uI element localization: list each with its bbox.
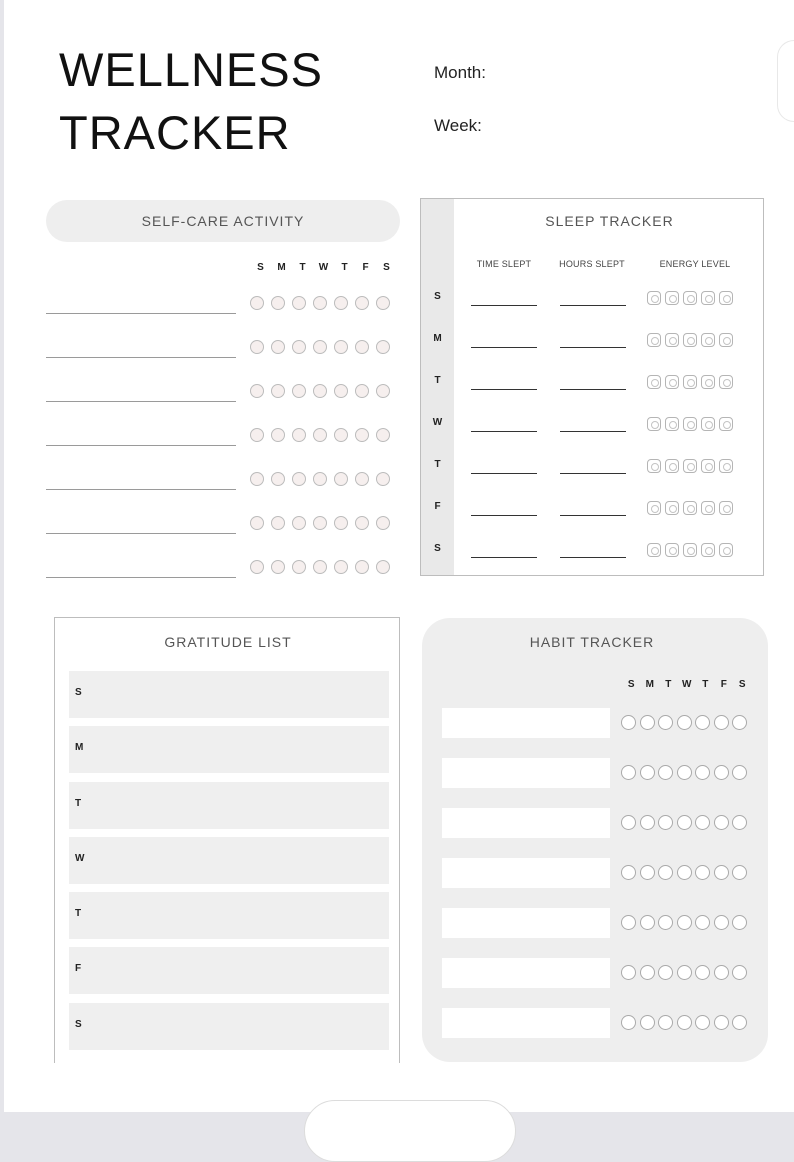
- day-checkbox[interactable]: [714, 1015, 729, 1030]
- sleep-tracker-heading: SLEEP TRACKER: [545, 213, 674, 229]
- day-checkbox[interactable]: [355, 472, 369, 486]
- habit-row: [442, 758, 762, 788]
- sleep-row: [421, 459, 765, 479]
- day-checkbox[interactable]: [292, 296, 306, 310]
- day-checkbox[interactable]: [271, 340, 285, 354]
- face-icon[interactable]: [719, 375, 733, 389]
- gratitude-list: [54, 617, 400, 1063]
- gratitude-heading: GRATITUDE LIST: [164, 634, 292, 650]
- day-checkbox[interactable]: [376, 428, 390, 442]
- day-checkbox[interactable]: [621, 715, 636, 730]
- sleep-row: [421, 291, 765, 311]
- day-checkbox[interactable]: [677, 965, 692, 980]
- self-care-day-header: [250, 262, 397, 273]
- day-checkbox[interactable]: [714, 815, 729, 830]
- day-checkbox[interactable]: [732, 715, 747, 730]
- energy-level-icons: [647, 333, 737, 347]
- day-checkbox[interactable]: [313, 428, 327, 442]
- sleep-row: [421, 333, 765, 353]
- time-slept-line[interactable]: [471, 347, 537, 348]
- habit-day-header: [622, 679, 752, 690]
- day-checkbox[interactable]: [677, 765, 692, 780]
- face-icon[interactable]: [719, 333, 733, 347]
- gratitude-day-label: S: [75, 687, 82, 698]
- day-checkbox[interactable]: [621, 965, 636, 980]
- day-checkboxes: [250, 384, 397, 398]
- day-checkbox[interactable]: [292, 472, 306, 486]
- day-checkbox[interactable]: [640, 765, 655, 780]
- day-checkboxes: [250, 472, 397, 486]
- habit-row: [442, 908, 762, 938]
- hours-slept-line[interactable]: [560, 473, 626, 474]
- habit-row: [442, 858, 762, 888]
- habit-row: [442, 1008, 762, 1038]
- gratitude-day-label: T: [75, 908, 82, 919]
- face-icon[interactable]: [719, 291, 733, 305]
- face-icon[interactable]: [665, 417, 679, 431]
- face-icon[interactable]: [683, 375, 697, 389]
- day-checkbox[interactable]: [658, 915, 673, 930]
- hours-slept-line[interactable]: [560, 389, 626, 390]
- day-checkbox[interactable]: [658, 815, 673, 830]
- sleep-row: [421, 543, 765, 563]
- day-checkbox[interactable]: [621, 1015, 636, 1030]
- day-checkbox[interactable]: [677, 865, 692, 880]
- day-checkbox[interactable]: [313, 560, 327, 574]
- day-checkbox[interactable]: [621, 765, 636, 780]
- sleep-day-label: W: [432, 417, 443, 428]
- energy-level-icons: [647, 459, 737, 473]
- sleep-day-label: M: [433, 333, 442, 344]
- hours-slept-line[interactable]: [560, 305, 626, 306]
- face-icon[interactable]: [647, 543, 661, 557]
- energy-level-icons: [647, 375, 737, 389]
- day-checkbox[interactable]: [732, 965, 747, 980]
- day-checkbox[interactable]: [292, 384, 306, 398]
- face-icon[interactable]: [683, 291, 697, 305]
- day-checkbox[interactable]: [250, 472, 264, 486]
- day-label: S: [383, 262, 390, 273]
- face-icon[interactable]: [647, 459, 661, 473]
- day-label: T: [665, 679, 672, 690]
- habit-row: [442, 808, 762, 838]
- hours-slept-line[interactable]: [560, 557, 626, 558]
- face-icon[interactable]: [647, 375, 661, 389]
- time-slept-line[interactable]: [471, 305, 537, 306]
- day-checkbox[interactable]: [376, 296, 390, 310]
- day-checkbox[interactable]: [250, 340, 264, 354]
- day-checkbox[interactable]: [313, 516, 327, 530]
- self-care-heading: SELF-CARE ACTIVITY: [141, 213, 305, 229]
- day-checkboxes: [621, 715, 751, 730]
- day-checkbox[interactable]: [334, 428, 348, 442]
- day-label: S: [738, 679, 746, 690]
- gratitude-entry[interactable]: [69, 947, 389, 994]
- gratitude-day-label: W: [75, 853, 85, 864]
- gratitude-day-label: S: [75, 1019, 82, 1030]
- face-icon[interactable]: [701, 333, 715, 347]
- face-icon[interactable]: [647, 333, 661, 347]
- habit-row: [442, 708, 762, 738]
- self-care-row: [46, 384, 396, 404]
- energy-level-icons: [647, 543, 737, 557]
- face-icon[interactable]: [647, 501, 661, 515]
- day-label: S: [257, 262, 264, 273]
- day-checkboxes: [621, 765, 751, 780]
- sleep-day-label: T: [434, 459, 441, 470]
- activity-write-line[interactable]: [46, 489, 236, 490]
- face-icon[interactable]: [701, 375, 715, 389]
- page-title: [59, 38, 323, 164]
- sleep-row: [421, 375, 765, 395]
- day-checkbox[interactable]: [355, 296, 369, 310]
- self-care-row: [46, 516, 396, 536]
- habit-name-field[interactable]: [442, 758, 610, 788]
- day-checkbox[interactable]: [695, 915, 710, 930]
- day-checkbox[interactable]: [355, 516, 369, 530]
- face-icon[interactable]: [647, 291, 661, 305]
- day-checkbox[interactable]: [334, 340, 348, 354]
- day-checkbox[interactable]: [640, 965, 655, 980]
- day-checkbox[interactable]: [695, 715, 710, 730]
- day-checkbox[interactable]: [250, 296, 264, 310]
- day-checkbox[interactable]: [732, 765, 747, 780]
- day-checkbox[interactable]: [292, 340, 306, 354]
- day-checkbox[interactable]: [250, 516, 264, 530]
- day-checkbox[interactable]: [292, 428, 306, 442]
- day-checkboxes: [250, 560, 397, 574]
- day-checkbox[interactable]: [355, 340, 369, 354]
- sleep-row: [421, 417, 765, 437]
- day-label: S: [627, 679, 635, 690]
- day-checkbox[interactable]: [695, 765, 710, 780]
- activity-write-line[interactable]: [46, 577, 236, 578]
- sleep-row: [421, 501, 765, 521]
- gratitude-entry[interactable]: [69, 892, 389, 939]
- day-checkbox[interactable]: [334, 516, 348, 530]
- hours-slept-line[interactable]: [560, 347, 626, 348]
- day-checkbox[interactable]: [732, 1015, 747, 1030]
- day-checkbox[interactable]: [334, 384, 348, 398]
- face-icon[interactable]: [701, 543, 715, 557]
- day-checkbox[interactable]: [658, 865, 673, 880]
- face-icon[interactable]: [665, 459, 679, 473]
- face-icon[interactable]: [683, 501, 697, 515]
- gratitude-entry[interactable]: [69, 671, 389, 718]
- day-checkbox[interactable]: [355, 428, 369, 442]
- day-checkbox[interactable]: [250, 428, 264, 442]
- face-icon[interactable]: [665, 291, 679, 305]
- day-label: M: [277, 262, 286, 273]
- face-icon[interactable]: [701, 291, 715, 305]
- day-checkbox[interactable]: [621, 915, 636, 930]
- habit-name-field[interactable]: [442, 708, 610, 738]
- sleep-day-label: F: [434, 501, 441, 512]
- face-icon[interactable]: [665, 375, 679, 389]
- day-checkbox[interactable]: [677, 1015, 692, 1030]
- day-checkbox[interactable]: [271, 428, 285, 442]
- page-edge-tab: [777, 40, 794, 122]
- self-care-row: [46, 428, 396, 448]
- day-checkbox[interactable]: [714, 715, 729, 730]
- day-checkbox[interactable]: [271, 560, 285, 574]
- day-checkbox[interactable]: [271, 516, 285, 530]
- day-checkbox[interactable]: [714, 865, 729, 880]
- gratitude-entry[interactable]: [69, 782, 389, 829]
- day-checkbox[interactable]: [292, 560, 306, 574]
- habit-name-field[interactable]: [442, 958, 610, 988]
- day-checkbox[interactable]: [695, 1015, 710, 1030]
- habit-name-field[interactable]: [442, 808, 610, 838]
- col-energy-level: ENERGY LEVEL: [659, 259, 731, 269]
- day-checkboxes: [621, 915, 751, 930]
- day-checkbox[interactable]: [376, 560, 390, 574]
- day-checkboxes: [621, 865, 751, 880]
- day-checkbox[interactable]: [677, 715, 692, 730]
- gratitude-entry[interactable]: [69, 1003, 389, 1050]
- day-checkboxes: [621, 965, 751, 980]
- day-checkbox[interactable]: [658, 1015, 673, 1030]
- day-label: F: [362, 262, 369, 273]
- day-checkboxes: [250, 340, 397, 354]
- day-label: T: [341, 262, 348, 273]
- energy-level-icons: [647, 291, 737, 305]
- time-slept-line[interactable]: [471, 473, 537, 474]
- day-checkbox[interactable]: [714, 965, 729, 980]
- face-icon[interactable]: [701, 459, 715, 473]
- day-label: T: [299, 262, 306, 273]
- day-checkbox[interactable]: [732, 915, 747, 930]
- habit-name-field[interactable]: [442, 858, 610, 888]
- activity-write-line[interactable]: [46, 357, 236, 358]
- title-line-2: TRACKER: [59, 106, 291, 159]
- face-icon[interactable]: [719, 543, 733, 557]
- day-checkboxes: [250, 516, 397, 530]
- day-checkboxes: [621, 1015, 751, 1030]
- month-label: Month:: [434, 63, 486, 82]
- title-line-1: WELLNESS: [59, 43, 323, 96]
- habit-name-field[interactable]: [442, 908, 610, 938]
- self-care-heading-pill: [46, 200, 400, 242]
- day-checkbox[interactable]: [640, 865, 655, 880]
- day-checkbox[interactable]: [732, 815, 747, 830]
- time-slept-line[interactable]: [471, 515, 537, 516]
- habit-tracker: [422, 618, 768, 1062]
- day-checkbox[interactable]: [677, 815, 692, 830]
- self-care-row: [46, 340, 396, 360]
- gratitude-day-label: F: [75, 963, 82, 974]
- gratitude-day-label: T: [75, 798, 82, 809]
- sleep-day-label: T: [434, 375, 441, 386]
- day-label: T: [702, 679, 709, 690]
- day-checkbox[interactable]: [334, 472, 348, 486]
- day-checkboxes: [250, 428, 397, 442]
- day-checkbox[interactable]: [334, 560, 348, 574]
- day-checkbox[interactable]: [271, 296, 285, 310]
- face-icon[interactable]: [701, 417, 715, 431]
- day-checkbox[interactable]: [250, 384, 264, 398]
- day-checkbox[interactable]: [714, 915, 729, 930]
- day-checkbox[interactable]: [313, 296, 327, 310]
- day-checkbox[interactable]: [313, 340, 327, 354]
- self-care-row: [46, 296, 396, 316]
- sleep-tracker: [420, 198, 764, 576]
- day-checkbox[interactable]: [695, 815, 710, 830]
- hours-slept-line[interactable]: [560, 515, 626, 516]
- hours-slept-line[interactable]: [560, 431, 626, 432]
- day-checkbox[interactable]: [313, 384, 327, 398]
- day-checkbox[interactable]: [271, 472, 285, 486]
- day-checkbox[interactable]: [355, 560, 369, 574]
- day-checkbox[interactable]: [640, 915, 655, 930]
- day-checkbox[interactable]: [334, 296, 348, 310]
- day-checkbox[interactable]: [695, 965, 710, 980]
- week-label: Week:: [434, 116, 482, 135]
- day-checkbox[interactable]: [621, 815, 636, 830]
- sleep-day-label: S: [434, 291, 441, 302]
- face-icon[interactable]: [665, 543, 679, 557]
- day-checkbox[interactable]: [376, 384, 390, 398]
- day-checkbox[interactable]: [658, 715, 673, 730]
- planner-page: [4, 0, 794, 1112]
- day-checkbox[interactable]: [695, 865, 710, 880]
- face-icon[interactable]: [647, 417, 661, 431]
- day-checkbox[interactable]: [658, 765, 673, 780]
- day-checkbox[interactable]: [355, 384, 369, 398]
- day-checkbox[interactable]: [292, 516, 306, 530]
- face-icon[interactable]: [683, 417, 697, 431]
- face-icon[interactable]: [683, 543, 697, 557]
- day-checkboxes: [621, 815, 751, 830]
- activity-write-line[interactable]: [46, 445, 236, 446]
- face-icon[interactable]: [719, 459, 733, 473]
- energy-level-icons: [647, 417, 737, 431]
- day-checkbox[interactable]: [640, 815, 655, 830]
- habit-row: [442, 958, 762, 988]
- day-checkbox[interactable]: [376, 340, 390, 354]
- time-slept-line[interactable]: [471, 389, 537, 390]
- self-care-row: [46, 560, 396, 580]
- face-icon[interactable]: [719, 417, 733, 431]
- face-icon[interactable]: [683, 459, 697, 473]
- day-label: M: [645, 679, 654, 690]
- day-checkbox[interactable]: [376, 516, 390, 530]
- habit-tracker-heading: HABIT TRACKER: [529, 634, 655, 650]
- day-checkbox[interactable]: [640, 1015, 655, 1030]
- face-icon[interactable]: [701, 501, 715, 515]
- day-checkbox[interactable]: [621, 865, 636, 880]
- activity-write-line[interactable]: [46, 533, 236, 534]
- face-icon[interactable]: [683, 333, 697, 347]
- day-checkboxes: [250, 296, 397, 310]
- gratitude-entry[interactable]: [69, 726, 389, 773]
- gratitude-day-label: M: [75, 742, 84, 753]
- day-checkbox[interactable]: [658, 965, 673, 980]
- energy-level-icons: [647, 501, 737, 515]
- day-checkbox[interactable]: [732, 865, 747, 880]
- day-checkbox[interactable]: [271, 384, 285, 398]
- day-checkbox[interactable]: [250, 560, 264, 574]
- face-icon[interactable]: [665, 333, 679, 347]
- activity-write-line[interactable]: [46, 313, 236, 314]
- day-checkbox[interactable]: [640, 715, 655, 730]
- face-icon[interactable]: [719, 501, 733, 515]
- time-slept-line[interactable]: [471, 557, 537, 558]
- self-care-row: [46, 472, 396, 492]
- time-slept-line[interactable]: [471, 431, 537, 432]
- col-time-slept: TIME SLEPT: [476, 259, 532, 269]
- bottom-edge-tab: [304, 1100, 516, 1162]
- habit-name-field[interactable]: [442, 1008, 610, 1038]
- day-checkbox[interactable]: [376, 472, 390, 486]
- activity-write-line[interactable]: [46, 401, 236, 402]
- col-hours-slept: HOURS SLEPT: [559, 259, 625, 269]
- day-checkbox[interactable]: [677, 915, 692, 930]
- face-icon[interactable]: [665, 501, 679, 515]
- day-checkbox[interactable]: [714, 765, 729, 780]
- day-checkbox[interactable]: [313, 472, 327, 486]
- gratitude-entry[interactable]: [69, 837, 389, 884]
- sleep-day-label: S: [434, 543, 441, 554]
- day-label: F: [720, 679, 727, 690]
- day-label: W: [682, 679, 692, 690]
- day-label: W: [318, 262, 329, 273]
